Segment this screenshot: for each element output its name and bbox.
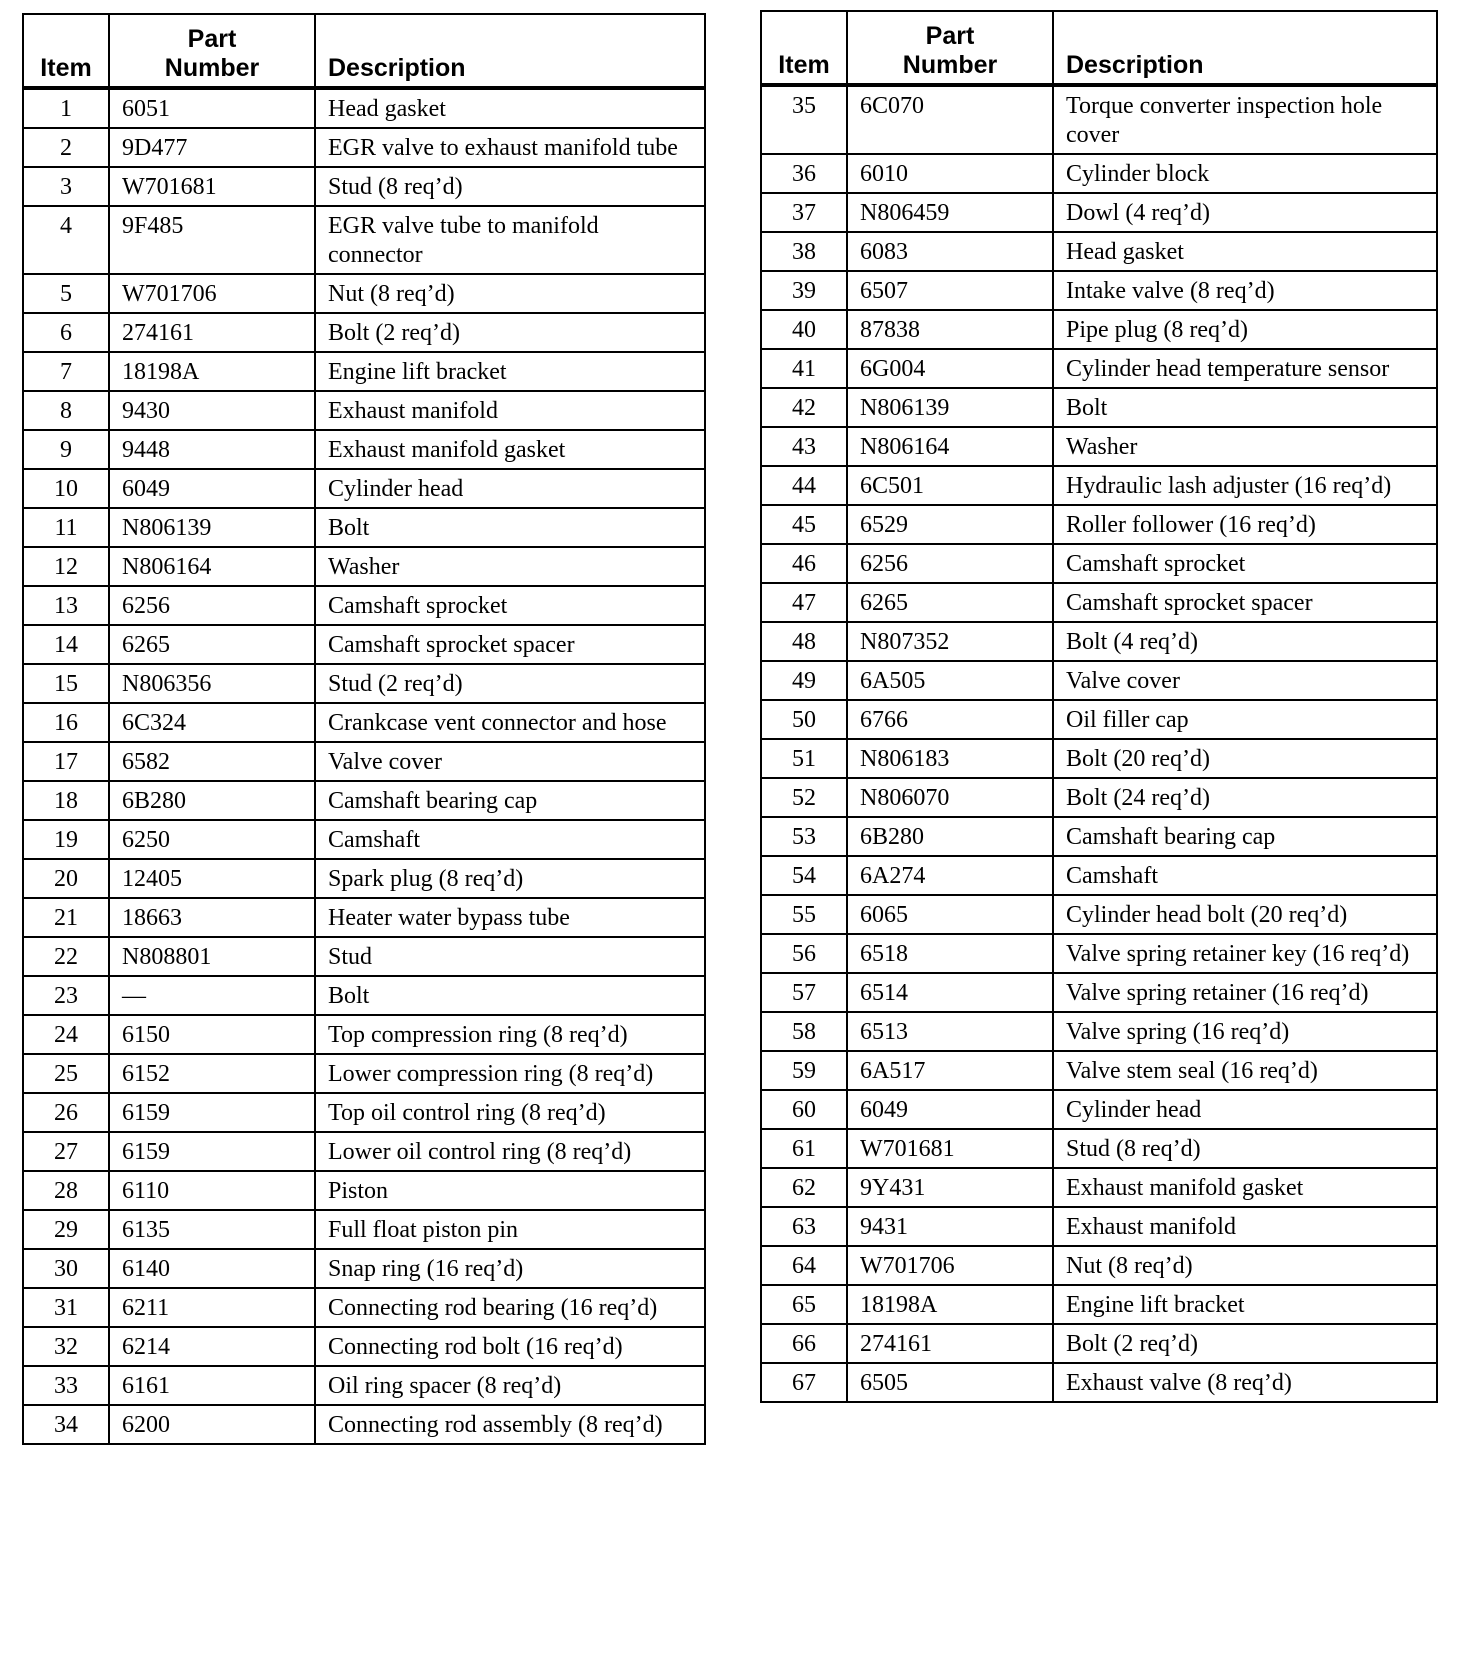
part-number-cell: 6265 xyxy=(847,583,1053,622)
table-row xyxy=(23,128,705,167)
table-row xyxy=(761,193,1437,232)
part-number-cell: 6582 xyxy=(109,742,315,781)
item-number-cell: 35 xyxy=(761,85,847,154)
table-row xyxy=(761,817,1437,856)
part-number-cell: 6010 xyxy=(847,154,1053,193)
part-number-cell: 6B280 xyxy=(847,817,1053,856)
table-row xyxy=(23,586,705,625)
table-row xyxy=(761,349,1437,388)
description-cell: Spark plug (8 req’d) xyxy=(315,859,705,898)
item-number-cell: 52 xyxy=(761,778,847,817)
part-number-cell: 6B280 xyxy=(109,781,315,820)
item-number-cell: 44 xyxy=(761,466,847,505)
item-number-cell: 31 xyxy=(23,1288,109,1327)
part-number-cell: 6265 xyxy=(109,625,315,664)
description-cell: Oil ring spacer (8 req’d) xyxy=(315,1366,705,1405)
item-number-cell: 20 xyxy=(23,859,109,898)
part-number-cell: 6250 xyxy=(109,820,315,859)
part-number-cell: 87838 xyxy=(847,310,1053,349)
description-cell: Camshaft xyxy=(1053,856,1437,895)
table-row xyxy=(23,1249,705,1288)
description-cell: Stud (2 req’d) xyxy=(315,664,705,703)
description-cell: Valve cover xyxy=(315,742,705,781)
description-cell: Exhaust valve (8 req’d) xyxy=(1053,1363,1437,1402)
table-row xyxy=(23,820,705,859)
description-cell: Top oil control ring (8 req’d) xyxy=(315,1093,705,1132)
table-row xyxy=(761,388,1437,427)
table-row xyxy=(761,466,1437,505)
parts-table-right xyxy=(760,10,1438,1403)
item-number-cell: 56 xyxy=(761,934,847,973)
description-cell: Exhaust manifold gasket xyxy=(1053,1168,1437,1207)
table-row xyxy=(761,85,1437,154)
item-number-cell: 42 xyxy=(761,388,847,427)
description-cell: Torque converter inspection hole cover xyxy=(1053,85,1437,154)
description-cell: Camshaft bearing cap xyxy=(1053,817,1437,856)
part-number-cell: 6214 xyxy=(109,1327,315,1366)
table-row xyxy=(761,1090,1437,1129)
table-row xyxy=(23,352,705,391)
description-cell: Valve spring retainer key (16 req’d) xyxy=(1053,934,1437,973)
item-number-cell: 16 xyxy=(23,703,109,742)
part-number-cell: 6507 xyxy=(847,271,1053,310)
item-number-cell: 9 xyxy=(23,430,109,469)
part-number-cell: 6256 xyxy=(109,586,315,625)
table-row xyxy=(23,742,705,781)
table-row xyxy=(23,1132,705,1171)
item-number-cell: 10 xyxy=(23,469,109,508)
part-number-cell: 9D477 xyxy=(109,128,315,167)
description-cell: Connecting rod assembly (8 req’d) xyxy=(315,1405,705,1444)
description-cell: Bolt xyxy=(315,508,705,547)
item-number-cell: 36 xyxy=(761,154,847,193)
table-row xyxy=(761,1363,1437,1402)
item-number-cell: 50 xyxy=(761,700,847,739)
table-row xyxy=(761,1012,1437,1051)
part-number-cell: 6C501 xyxy=(847,466,1053,505)
part-number-cell: 6159 xyxy=(109,1132,315,1171)
item-number-cell: 60 xyxy=(761,1090,847,1129)
item-number-cell: 39 xyxy=(761,271,847,310)
item-number-cell: 67 xyxy=(761,1363,847,1402)
part-number-cell: 6065 xyxy=(847,895,1053,934)
description-cell: Bolt xyxy=(1053,388,1437,427)
description-cell: Valve spring (16 req’d) xyxy=(1053,1012,1437,1051)
table-row xyxy=(761,1207,1437,1246)
description-cell: Oil filler cap xyxy=(1053,700,1437,739)
item-number-cell: 22 xyxy=(23,937,109,976)
description-cell: Cylinder head xyxy=(1053,1090,1437,1129)
part-number-cell: 18198A xyxy=(109,352,315,391)
item-number-cell: 32 xyxy=(23,1327,109,1366)
table-header-row xyxy=(761,11,1437,85)
table-row xyxy=(23,976,705,1015)
description-cell: Exhaust manifold gasket xyxy=(315,430,705,469)
description-cell: Washer xyxy=(315,547,705,586)
table-row xyxy=(761,1129,1437,1168)
column-header-item: Item xyxy=(761,11,847,85)
item-number-cell: 46 xyxy=(761,544,847,583)
description-cell: Bolt (20 req’d) xyxy=(1053,739,1437,778)
table-row xyxy=(761,778,1437,817)
column-header-item: Item xyxy=(23,14,109,88)
table-row xyxy=(23,625,705,664)
description-cell: Head gasket xyxy=(315,88,705,128)
part-number-cell: 6505 xyxy=(847,1363,1053,1402)
description-cell: Top compression ring (8 req’d) xyxy=(315,1015,705,1054)
item-number-cell: 33 xyxy=(23,1366,109,1405)
part-number-cell: 6C324 xyxy=(109,703,315,742)
item-number-cell: 18 xyxy=(23,781,109,820)
table-row xyxy=(23,703,705,742)
item-number-cell: 2 xyxy=(23,128,109,167)
table-row xyxy=(23,664,705,703)
part-number-cell: N808801 xyxy=(109,937,315,976)
item-number-cell: 55 xyxy=(761,895,847,934)
table-row xyxy=(23,206,705,274)
part-number-cell: N806459 xyxy=(847,193,1053,232)
table-row xyxy=(761,583,1437,622)
part-number-cell: N806139 xyxy=(847,388,1053,427)
item-number-cell: 57 xyxy=(761,973,847,1012)
item-number-cell: 38 xyxy=(761,232,847,271)
part-number-cell: 6200 xyxy=(109,1405,315,1444)
part-number-cell: W701681 xyxy=(109,167,315,206)
item-number-cell: 51 xyxy=(761,739,847,778)
table-row xyxy=(761,310,1437,349)
table-row xyxy=(761,856,1437,895)
part-number-cell: N806070 xyxy=(847,778,1053,817)
table-row xyxy=(761,154,1437,193)
item-number-cell: 24 xyxy=(23,1015,109,1054)
table-row xyxy=(23,1093,705,1132)
description-cell: Camshaft bearing cap xyxy=(315,781,705,820)
item-number-cell: 45 xyxy=(761,505,847,544)
description-cell: Bolt (24 req’d) xyxy=(1053,778,1437,817)
description-cell: Cylinder head bolt (20 req’d) xyxy=(1053,895,1437,934)
description-cell: Lower compression ring (8 req’d) xyxy=(315,1054,705,1093)
table-row xyxy=(761,1168,1437,1207)
part-number-cell: 18663 xyxy=(109,898,315,937)
item-number-cell: 59 xyxy=(761,1051,847,1090)
item-number-cell: 37 xyxy=(761,193,847,232)
table-row xyxy=(761,232,1437,271)
item-number-cell: 29 xyxy=(23,1210,109,1249)
item-number-cell: 54 xyxy=(761,856,847,895)
item-number-cell: 66 xyxy=(761,1324,847,1363)
part-number-cell: 274161 xyxy=(847,1324,1053,1363)
table-row xyxy=(761,739,1437,778)
part-number-cell: 6A274 xyxy=(847,856,1053,895)
part-number-cell: 6529 xyxy=(847,505,1053,544)
item-number-cell: 26 xyxy=(23,1093,109,1132)
item-number-cell: 4 xyxy=(23,206,109,274)
parts-table-right-body xyxy=(761,85,1437,1402)
description-cell: Crankcase vent connector and hose xyxy=(315,703,705,742)
part-number-cell: 6110 xyxy=(109,1171,315,1210)
description-cell: Lower oil control ring (8 req’d) xyxy=(315,1132,705,1171)
part-number-cell: 6049 xyxy=(847,1090,1053,1129)
part-number-cell: N806139 xyxy=(109,508,315,547)
description-cell: Stud (8 req’d) xyxy=(315,167,705,206)
column-header-description: Description xyxy=(1053,11,1437,85)
description-cell: Bolt xyxy=(315,976,705,1015)
item-number-cell: 28 xyxy=(23,1171,109,1210)
part-number-cell: 18198A xyxy=(847,1285,1053,1324)
description-cell: Bolt (2 req’d) xyxy=(315,313,705,352)
table-row xyxy=(23,88,705,128)
table-row xyxy=(761,934,1437,973)
description-cell: Intake valve (8 req’d) xyxy=(1053,271,1437,310)
part-number-cell: 12405 xyxy=(109,859,315,898)
table-row xyxy=(23,1210,705,1249)
description-cell: Valve stem seal (16 req’d) xyxy=(1053,1051,1437,1090)
table-row xyxy=(23,430,705,469)
description-cell: EGR valve to exhaust manifold tube xyxy=(315,128,705,167)
table-row xyxy=(761,1285,1437,1324)
item-number-cell: 62 xyxy=(761,1168,847,1207)
part-number-cell: 6083 xyxy=(847,232,1053,271)
table-row xyxy=(761,622,1437,661)
table-row xyxy=(761,544,1437,583)
part-number-cell: 6152 xyxy=(109,1054,315,1093)
description-cell: Engine lift bracket xyxy=(1053,1285,1437,1324)
table-row xyxy=(23,1327,705,1366)
table-row xyxy=(23,274,705,313)
description-cell: Cylinder head xyxy=(315,469,705,508)
part-number-cell: 6256 xyxy=(847,544,1053,583)
item-number-cell: 19 xyxy=(23,820,109,859)
item-number-cell: 43 xyxy=(761,427,847,466)
table-row xyxy=(761,1051,1437,1090)
table-row xyxy=(761,661,1437,700)
description-cell: Roller follower (16 req’d) xyxy=(1053,505,1437,544)
description-cell: Cylinder block xyxy=(1053,154,1437,193)
item-number-cell: 48 xyxy=(761,622,847,661)
part-number-cell: W701706 xyxy=(109,274,315,313)
table-row xyxy=(23,1015,705,1054)
description-cell: Engine lift bracket xyxy=(315,352,705,391)
table-row xyxy=(23,898,705,937)
part-number-cell: 6140 xyxy=(109,1249,315,1288)
item-number-cell: 27 xyxy=(23,1132,109,1171)
table-row xyxy=(23,469,705,508)
item-number-cell: 23 xyxy=(23,976,109,1015)
item-number-cell: 8 xyxy=(23,391,109,430)
description-cell: Head gasket xyxy=(1053,232,1437,271)
item-number-cell: 40 xyxy=(761,310,847,349)
item-number-cell: 34 xyxy=(23,1405,109,1444)
table-row xyxy=(761,895,1437,934)
table-row xyxy=(23,1171,705,1210)
table-row xyxy=(761,1324,1437,1363)
part-number-cell: 6G004 xyxy=(847,349,1053,388)
part-number-cell: 6051 xyxy=(109,88,315,128)
part-number-cell: 6161 xyxy=(109,1366,315,1405)
item-number-cell: 11 xyxy=(23,508,109,547)
description-cell: Pipe plug (8 req’d) xyxy=(1053,310,1437,349)
table-row xyxy=(23,391,705,430)
item-number-cell: 47 xyxy=(761,583,847,622)
part-number-cell: 6135 xyxy=(109,1210,315,1249)
description-cell: Full float piston pin xyxy=(315,1210,705,1249)
table-row xyxy=(761,700,1437,739)
item-number-cell: 7 xyxy=(23,352,109,391)
table-row xyxy=(23,1405,705,1444)
table-row xyxy=(761,973,1437,1012)
table-row xyxy=(23,508,705,547)
part-number-cell: 6514 xyxy=(847,973,1053,1012)
part-number-cell: 6766 xyxy=(847,700,1053,739)
item-number-cell: 63 xyxy=(761,1207,847,1246)
column-header-description: Description xyxy=(315,14,705,88)
table-row xyxy=(23,1288,705,1327)
part-number-cell: 274161 xyxy=(109,313,315,352)
table-row xyxy=(23,937,705,976)
description-cell: Nut (8 req’d) xyxy=(1053,1246,1437,1285)
description-cell: Heater water bypass tube xyxy=(315,898,705,937)
description-cell: Valve spring retainer (16 req’d) xyxy=(1053,973,1437,1012)
item-number-cell: 64 xyxy=(761,1246,847,1285)
description-cell: Stud xyxy=(315,937,705,976)
description-cell: Stud (8 req’d) xyxy=(1053,1129,1437,1168)
part-number-cell: N806356 xyxy=(109,664,315,703)
description-cell: Exhaust manifold xyxy=(315,391,705,430)
item-number-cell: 53 xyxy=(761,817,847,856)
column-header-part-number: Part Number xyxy=(847,11,1053,85)
part-number-cell: 9448 xyxy=(109,430,315,469)
part-number-cell: 9430 xyxy=(109,391,315,430)
item-number-cell: 30 xyxy=(23,1249,109,1288)
description-cell: Dowl (4 req’d) xyxy=(1053,193,1437,232)
table-row xyxy=(761,505,1437,544)
description-cell: Connecting rod bearing (16 req’d) xyxy=(315,1288,705,1327)
column-header-part-number: Part Number xyxy=(109,14,315,88)
item-number-cell: 49 xyxy=(761,661,847,700)
parts-table-left xyxy=(22,13,706,1445)
part-number-cell: 6A505 xyxy=(847,661,1053,700)
item-number-cell: 12 xyxy=(23,547,109,586)
part-number-cell: 6518 xyxy=(847,934,1053,973)
part-number-cell: W701706 xyxy=(847,1246,1053,1285)
table-row xyxy=(23,547,705,586)
part-number-cell: N806164 xyxy=(109,547,315,586)
part-number-cell: N806164 xyxy=(847,427,1053,466)
part-number-cell: 6150 xyxy=(109,1015,315,1054)
item-number-cell: 21 xyxy=(23,898,109,937)
part-number-cell: 6513 xyxy=(847,1012,1053,1051)
part-number-cell: W701681 xyxy=(847,1129,1053,1168)
item-number-cell: 17 xyxy=(23,742,109,781)
item-number-cell: 5 xyxy=(23,274,109,313)
part-number-cell: N806183 xyxy=(847,739,1053,778)
part-number-cell: 6C070 xyxy=(847,85,1053,154)
part-number-cell: 6159 xyxy=(109,1093,315,1132)
description-cell: Connecting rod bolt (16 req’d) xyxy=(315,1327,705,1366)
description-cell: Camshaft sprocket spacer xyxy=(315,625,705,664)
part-number-cell: 9Y431 xyxy=(847,1168,1053,1207)
part-number-cell: 9F485 xyxy=(109,206,315,274)
description-cell: Snap ring (16 req’d) xyxy=(315,1249,705,1288)
table-row xyxy=(23,167,705,206)
part-number-cell: — xyxy=(109,976,315,1015)
item-number-cell: 13 xyxy=(23,586,109,625)
item-number-cell: 41 xyxy=(761,349,847,388)
part-number-cell: 9431 xyxy=(847,1207,1053,1246)
table-row xyxy=(23,1054,705,1093)
table-row xyxy=(23,1366,705,1405)
item-number-cell: 58 xyxy=(761,1012,847,1051)
table-row xyxy=(761,271,1437,310)
description-cell: EGR valve tube to manifold connector xyxy=(315,206,705,274)
description-cell: Washer xyxy=(1053,427,1437,466)
table-row xyxy=(23,781,705,820)
description-cell: Piston xyxy=(315,1171,705,1210)
item-number-cell: 1 xyxy=(23,88,109,128)
table-row xyxy=(761,427,1437,466)
item-number-cell: 61 xyxy=(761,1129,847,1168)
table-row xyxy=(23,859,705,898)
table-row xyxy=(761,1246,1437,1285)
description-cell: Bolt (2 req’d) xyxy=(1053,1324,1437,1363)
item-number-cell: 14 xyxy=(23,625,109,664)
description-cell: Camshaft sprocket spacer xyxy=(1053,583,1437,622)
part-number-cell: 6A517 xyxy=(847,1051,1053,1090)
description-cell: Camshaft sprocket xyxy=(1053,544,1437,583)
description-cell: Hydraulic lash adjuster (16 req’d) xyxy=(1053,466,1437,505)
parts-table-left-body xyxy=(23,88,705,1444)
item-number-cell: 3 xyxy=(23,167,109,206)
description-cell: Valve cover xyxy=(1053,661,1437,700)
table-header-row xyxy=(23,14,705,88)
description-cell: Nut (8 req’d) xyxy=(315,274,705,313)
item-number-cell: 15 xyxy=(23,664,109,703)
description-cell: Bolt (4 req’d) xyxy=(1053,622,1437,661)
item-number-cell: 65 xyxy=(761,1285,847,1324)
description-cell: Camshaft sprocket xyxy=(315,586,705,625)
part-number-cell: 6211 xyxy=(109,1288,315,1327)
table-row xyxy=(23,313,705,352)
part-number-cell: 6049 xyxy=(109,469,315,508)
item-number-cell: 25 xyxy=(23,1054,109,1093)
description-cell: Camshaft xyxy=(315,820,705,859)
description-cell: Exhaust manifold xyxy=(1053,1207,1437,1246)
description-cell: Cylinder head temperature sensor xyxy=(1053,349,1437,388)
part-number-cell: N807352 xyxy=(847,622,1053,661)
item-number-cell: 6 xyxy=(23,313,109,352)
